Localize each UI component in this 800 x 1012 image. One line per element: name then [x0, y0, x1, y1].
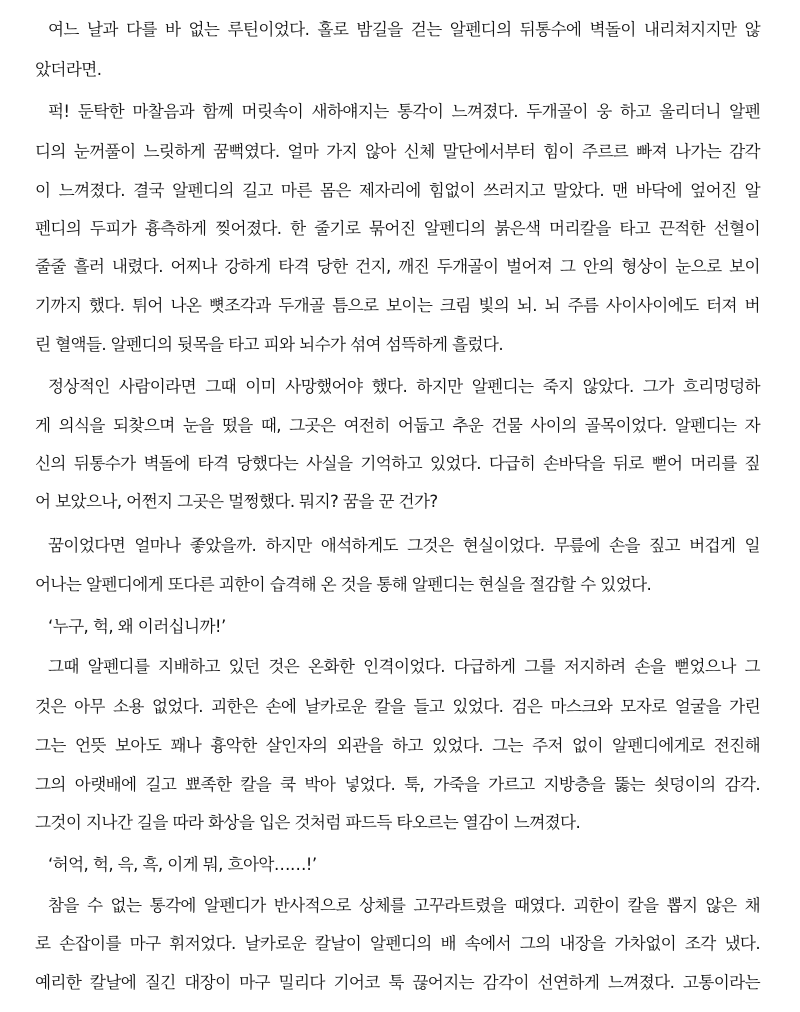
paragraph-3-line-4: 어 보았으나, 어쩐지 그곳은 멀쩡했다. 뭐지? 꿈을 꾼 건가? [35, 492, 438, 511]
paragraph-2-line-6: 기까지 했다. 튀어 나온 뼛조각과 두개골 틈으로 보이는 크림 빛의 뇌. 뇌 주름 사이사이에도 터져 버 [35, 296, 760, 315]
paragraph-6-line-3: 그는 언뜻 보아도 꽤나 흉악한 살인자의 외관을 하고 있었다. 그는 주저 없이 알펜디에게로 전진해 [35, 736, 760, 755]
paragraph-4-line-1: 꿈이었다면 얼마나 좋았을까. 하지만 애석하게도 그것은 현실이었다. 무릎에 손을 짚고 버겁게 일 [48, 536, 760, 555]
paragraph-3-line-1: 정상적인 사람이라면 그때 이미 사망했어야 했다. 하지만 알펜디는 죽지 않았다. 그가 흐리멍덩하 [48, 377, 760, 396]
paragraph-3-line-3: 신의 뒤통수가 벽돌에 타격 당했다는 사실을 기억하고 있었다. 다급히 손바닥을 뒤로 뻗어 머리를 짚 [35, 454, 760, 473]
paragraph-6-line-5: 그것이 지나간 길을 따라 화상을 입은 것처럼 파드득 타오르는 열감이 느껴졌다. [35, 813, 581, 832]
paragraph-8-line-1: 참을 수 없는 통각에 알펜디가 반사적으로 상체를 고꾸라트렸을 때였다. 괴한이 칼을 뽑지 않은 채 [48, 896, 760, 915]
paragraph-3-line-2: 게 의식을 되찾으며 눈을 떴을 때, 그곳은 여전히 어둡고 추운 건물 사이의 골목이었다. 알펜디는 자 [35, 416, 760, 435]
paragraph-6-line-1: 그때 알펜디를 지배하고 있던 것은 온화한 인격이었다. 다급하게 그를 저지하려 손을 뻗었으나 그 [48, 657, 760, 676]
paragraph-2-line-4: 펜디의 두피가 흉측하게 찢어졌다. 한 줄기로 묶어진 알펜디의 붉은색 머리칼을 타고 끈적한 선혈이 [35, 219, 760, 238]
paragraph-2-line-5: 줄줄 흘러 내렸다. 어찌나 강하게 타격 당한 건지, 깨진 두개골이 벌어져 그 안의 형상이 눈으로 보이 [35, 257, 760, 276]
paragraph-6-line-4: 그의 아랫배에 길고 뾰족한 칼을 쿡 박아 넣었다. 툭, 가죽을 가르고 지방층을 뚫는 쇳덩이의 감각. [35, 775, 760, 794]
paragraph-8-line-3: 예리한 칼날에 질긴 대장이 마구 밀리다 기어코 툭 끊어지는 감각이 선연하게 느껴졌다. 고통이라는 [35, 973, 760, 992]
paragraph-6-line-2: 것은 아무 소용 없었다. 괴한은 손에 날카로운 칼을 들고 있었다. 검은 마스크와 모자로 얼굴을 가린 [35, 697, 760, 716]
paragraph-2-line-1: 퍽! 둔탁한 마찰음과 함께 머릿속이 새하얘지는 통각이 느껴졌다. 두개골이 웅 하고 울리더니 알펜 [48, 102, 760, 121]
paragraph-1-line-2: 았더라면. [35, 60, 102, 79]
paragraph-2-line-2: 디의 눈꺼풀이 느릿하게 꿈뻑였다. 얼마 가지 않아 신체 말단에서부터 힘이 주르르 빠져 나가는 감각 [35, 142, 760, 161]
paragraph-8-line-2: 로 손잡이를 마구 휘저었다. 날카로운 칼날이 알펜디의 배 속에서 그의 내장을 가차없이 조각 냈다. [35, 934, 760, 953]
paragraph-4-line-2: 어나는 알펜디에게 또다른 괴한이 습격해 온 것을 통해 알펜디는 현실을 절감할 수 있었다. [35, 575, 652, 594]
paragraph-1-line-1: 여느 날과 다를 바 없는 루틴이었다. 홀로 밤길을 걷는 알펜디의 뒤통수에 벽돌이 내리쳐지지만 않 [48, 20, 760, 39]
paragraph-2-line-3: 이 느껴졌다. 결국 알펜디의 길고 마른 몸은 제자리에 힘없이 쓰러지고 말았다. 맨 바닥에 엎어진 알 [35, 181, 760, 200]
paragraph-2-line-7: 린 혈액들. 알펜디의 뒷목을 타고 피와 뇌수가 섞여 섬뜩하게 흘렀다. [35, 335, 504, 354]
dialogue-line-2: ‘허억, 헉, 윽, 흑, 이게 뭐, 흐아악……!’ [48, 855, 317, 874]
dialogue-line-1: ‘누구, 헉, 왜 이러십니까!’ [48, 617, 226, 636]
